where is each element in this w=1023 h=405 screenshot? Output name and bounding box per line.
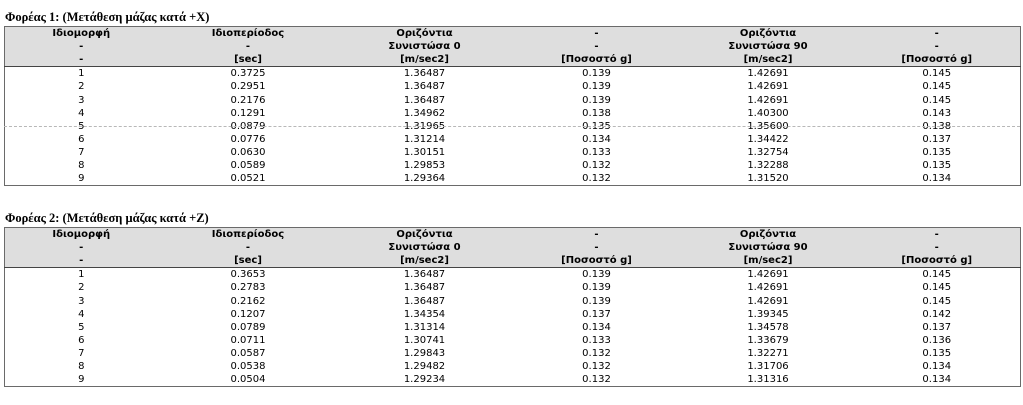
header-cell-period: - xyxy=(245,242,251,254)
cell-accel-90: 1.39345 xyxy=(683,308,854,321)
section-1 xyxy=(4,9,1020,186)
cell-ratio-0: 0.139 xyxy=(511,67,683,81)
cell-period: 0.0879 xyxy=(158,120,339,133)
cell-accel-90: 1.32271 xyxy=(683,347,854,360)
header-cell-accel-0: [m/sec2] xyxy=(339,254,511,268)
header-cell-accel-0: Συνιστώσα 0 xyxy=(388,41,461,53)
header-row xyxy=(5,53,1021,67)
cell-accel-0: 1.29482 xyxy=(339,360,511,373)
header-cell-accel-90: Οριζόντια xyxy=(739,28,797,40)
cell-accel-0: 1.29853 xyxy=(339,159,511,172)
cell-ratio-90: 0.145 xyxy=(854,268,1021,282)
cell-ratio-90: 0.145 xyxy=(854,80,1021,93)
cell-accel-0: 1.36487 xyxy=(339,294,511,307)
cell-ratio-90: 0.145 xyxy=(854,67,1021,81)
cell-accel-90: 1.42691 xyxy=(683,294,854,307)
cell-period: 0.0589 xyxy=(158,159,339,172)
cell-ratio-0: 0.139 xyxy=(511,80,683,93)
header-cell-accel-90: [m/sec2] xyxy=(683,254,854,268)
cell-mode: 7 xyxy=(5,347,158,360)
cell-accel-90: 1.42691 xyxy=(683,281,854,294)
cell-accel-0: 1.30151 xyxy=(339,146,511,159)
cell-ratio-0: 0.139 xyxy=(511,281,683,294)
cell-period: 0.0789 xyxy=(158,321,339,334)
header-cell-ratio-90: - xyxy=(934,229,939,241)
cell-period: 0.0630 xyxy=(158,146,339,159)
header-row xyxy=(5,254,1021,268)
cell-accel-0: 1.31214 xyxy=(339,133,511,146)
page-cut-line xyxy=(4,126,1020,127)
table-row xyxy=(5,80,1021,93)
cell-accel-0: 1.36487 xyxy=(339,93,511,106)
header-cell-accel-0: [m/sec2] xyxy=(339,53,511,67)
cell-accel-90: 1.34578 xyxy=(683,321,854,334)
header-cell-ratio-90: - xyxy=(934,242,939,254)
cell-period: 0.2951 xyxy=(158,80,339,93)
cell-ratio-0: 0.137 xyxy=(511,308,683,321)
header-cell-accel-90: Συνιστώσα 90 xyxy=(728,41,808,53)
table-row xyxy=(5,360,1021,373)
cell-period: 0.1291 xyxy=(158,107,339,120)
section-2 xyxy=(4,210,1020,387)
cell-period: 0.0587 xyxy=(158,347,339,360)
table-row xyxy=(5,159,1021,172)
cell-ratio-0: 0.139 xyxy=(511,93,683,106)
cell-accel-90: 1.42691 xyxy=(683,93,854,106)
cell-ratio-0: 0.132 xyxy=(511,373,683,387)
header-cell-ratio-0: [Ποσοστό g] xyxy=(511,254,683,268)
cell-ratio-90: 0.137 xyxy=(854,133,1021,146)
cell-ratio-90: 0.143 xyxy=(854,107,1021,120)
cell-ratio-90: 0.136 xyxy=(854,334,1021,347)
cell-ratio-0: 0.133 xyxy=(511,146,683,159)
header-cell-mode: Ιδιομορφή xyxy=(52,229,111,241)
cell-mode: 3 xyxy=(5,93,158,106)
cell-accel-90: 1.42691 xyxy=(683,268,854,282)
header-cell-ratio-90: [Ποσοστό g] xyxy=(854,254,1021,268)
cell-period: 0.3725 xyxy=(158,67,339,81)
cell-ratio-90: 0.135 xyxy=(854,159,1021,172)
header-cell-ratio-0: - xyxy=(594,229,599,241)
cell-ratio-90: 0.135 xyxy=(854,347,1021,360)
header-cell-mode: - xyxy=(79,41,84,53)
header-cell-mode: Ιδιομορφή xyxy=(52,28,111,40)
cell-accel-90: 1.40300 xyxy=(683,107,854,120)
cell-mode: 5 xyxy=(5,120,158,133)
table-row xyxy=(5,172,1021,186)
header-row xyxy=(5,241,1021,254)
cell-accel-90: 1.31316 xyxy=(683,373,854,387)
cell-period: 0.2176 xyxy=(158,93,339,106)
cell-period: 0.2162 xyxy=(158,294,339,307)
table-row xyxy=(5,93,1021,106)
cell-mode: 2 xyxy=(5,80,158,93)
cell-accel-90: 1.34422 xyxy=(683,133,854,146)
table-row xyxy=(5,268,1021,282)
spectrum-table xyxy=(4,26,1021,186)
header-cell-accel-0: Οριζόντια xyxy=(396,28,453,40)
cell-accel-0: 1.29364 xyxy=(339,172,511,186)
cell-accel-0: 1.36487 xyxy=(339,281,511,294)
cell-mode: 8 xyxy=(5,159,158,172)
header-cell-ratio-0: - xyxy=(594,28,599,40)
table-row xyxy=(5,107,1021,120)
header-cell-ratio-90: - xyxy=(934,28,939,40)
cell-period: 0.3653 xyxy=(158,268,339,282)
cell-period: 0.0504 xyxy=(158,373,339,387)
cell-period: 0.2783 xyxy=(158,281,339,294)
section-title: Φορέας 1: (Μετάθεση μάζας κατά +X) xyxy=(5,10,210,24)
cell-ratio-0: 0.138 xyxy=(511,107,683,120)
header-cell-ratio-90: [Ποσοστό g] xyxy=(854,53,1021,67)
header-row xyxy=(5,228,1021,242)
cell-mode: 8 xyxy=(5,360,158,373)
header-cell-mode: - xyxy=(79,242,84,254)
table-row xyxy=(5,321,1021,334)
cell-ratio-0: 0.135 xyxy=(511,120,683,133)
table-row xyxy=(5,334,1021,347)
table-row xyxy=(5,146,1021,159)
cell-mode: 7 xyxy=(5,146,158,159)
cell-period: 0.0521 xyxy=(158,172,339,186)
cell-mode: 3 xyxy=(5,294,158,307)
cell-accel-0: 1.31965 xyxy=(339,120,511,133)
cell-ratio-0: 0.139 xyxy=(511,268,683,282)
cell-ratio-0: 0.134 xyxy=(511,133,683,146)
header-cell-accel-0: Οριζόντια xyxy=(396,229,453,241)
cell-accel-90: 1.32754 xyxy=(683,146,854,159)
header-cell-accel-0: Συνιστώσα 0 xyxy=(388,242,461,254)
cell-accel-90: 1.42691 xyxy=(683,80,854,93)
header-cell-accel-90: Οριζόντια xyxy=(739,229,797,241)
cell-mode: 4 xyxy=(5,107,158,120)
cell-accel-0: 1.34354 xyxy=(339,308,511,321)
cell-accel-0: 1.31314 xyxy=(339,321,511,334)
cell-ratio-0: 0.132 xyxy=(511,360,683,373)
cell-ratio-90: 0.134 xyxy=(854,373,1021,387)
header-cell-period: Ιδιοπερίοδος xyxy=(211,28,285,40)
cell-ratio-90: 0.135 xyxy=(854,146,1021,159)
cell-ratio-90: 0.145 xyxy=(854,294,1021,307)
cell-accel-0: 1.36487 xyxy=(339,80,511,93)
cell-mode: 5 xyxy=(5,321,158,334)
cell-accel-0: 1.30741 xyxy=(339,334,511,347)
cell-ratio-0: 0.134 xyxy=(511,321,683,334)
cell-period: 0.0776 xyxy=(158,133,339,146)
cell-mode: 6 xyxy=(5,334,158,347)
cell-accel-0: 1.36487 xyxy=(339,268,511,282)
header-cell-period: - xyxy=(245,41,251,53)
cell-ratio-0: 0.132 xyxy=(511,347,683,360)
cell-accel-90: 1.35600 xyxy=(683,120,854,133)
cell-period: 0.1207 xyxy=(158,308,339,321)
cell-accel-90: 1.31520 xyxy=(683,172,854,186)
table-row xyxy=(5,373,1021,387)
cell-mode: 9 xyxy=(5,373,158,387)
header-cell-accel-90: [m/sec2] xyxy=(683,53,854,67)
cell-period: 0.0711 xyxy=(158,334,339,347)
table-row xyxy=(5,281,1021,294)
header-row xyxy=(5,27,1021,41)
header-cell-ratio-0: - xyxy=(594,41,599,53)
cell-mode: 1 xyxy=(5,67,158,81)
cell-mode: 6 xyxy=(5,133,158,146)
header-cell-accel-90: Συνιστώσα 90 xyxy=(728,242,808,254)
cell-ratio-0: 0.133 xyxy=(511,334,683,347)
cell-accel-0: 1.34962 xyxy=(339,107,511,120)
cell-period: 0.0538 xyxy=(158,360,339,373)
table-row xyxy=(5,347,1021,360)
cell-accel-90: 1.42691 xyxy=(683,67,854,81)
cell-mode: 2 xyxy=(5,281,158,294)
cell-ratio-0: 0.132 xyxy=(511,172,683,186)
header-cell-ratio-90: - xyxy=(934,41,939,53)
cell-ratio-90: 0.138 xyxy=(854,120,1021,133)
cell-ratio-0: 0.132 xyxy=(511,159,683,172)
table-row xyxy=(5,294,1021,307)
table-row xyxy=(5,308,1021,321)
cell-mode: 9 xyxy=(5,172,158,186)
cell-ratio-90: 0.145 xyxy=(854,281,1021,294)
cell-accel-90: 1.32288 xyxy=(683,159,854,172)
section-title: Φορέας 2: (Μετάθεση μάζας κατά +Z) xyxy=(5,211,209,225)
header-cell-ratio-0: [Ποσοστό g] xyxy=(511,53,683,67)
table-row xyxy=(5,133,1021,146)
cell-accel-0: 1.36487 xyxy=(339,67,511,81)
header-cell-mode: - xyxy=(5,53,158,67)
cell-ratio-0: 0.139 xyxy=(511,294,683,307)
header-cell-mode: - xyxy=(5,254,158,268)
header-cell-period: [sec] xyxy=(158,254,339,268)
cell-ratio-90: 0.137 xyxy=(854,321,1021,334)
cell-ratio-90: 0.134 xyxy=(854,360,1021,373)
cell-accel-0: 1.29234 xyxy=(339,373,511,387)
cell-ratio-90: 0.134 xyxy=(854,172,1021,186)
cell-accel-0: 1.29843 xyxy=(339,347,511,360)
cell-mode: 1 xyxy=(5,268,158,282)
header-cell-period: [sec] xyxy=(158,53,339,67)
table-row xyxy=(5,67,1021,81)
cell-ratio-90: 0.142 xyxy=(854,308,1021,321)
header-cell-period: Ιδιοπερίοδος xyxy=(211,229,285,241)
cell-mode: 4 xyxy=(5,308,158,321)
spectrum-table xyxy=(4,227,1021,387)
header-row xyxy=(5,40,1021,53)
cell-accel-90: 1.33679 xyxy=(683,334,854,347)
header-cell-ratio-0: - xyxy=(594,242,599,254)
cell-ratio-90: 0.145 xyxy=(854,93,1021,106)
cell-accel-90: 1.31706 xyxy=(683,360,854,373)
